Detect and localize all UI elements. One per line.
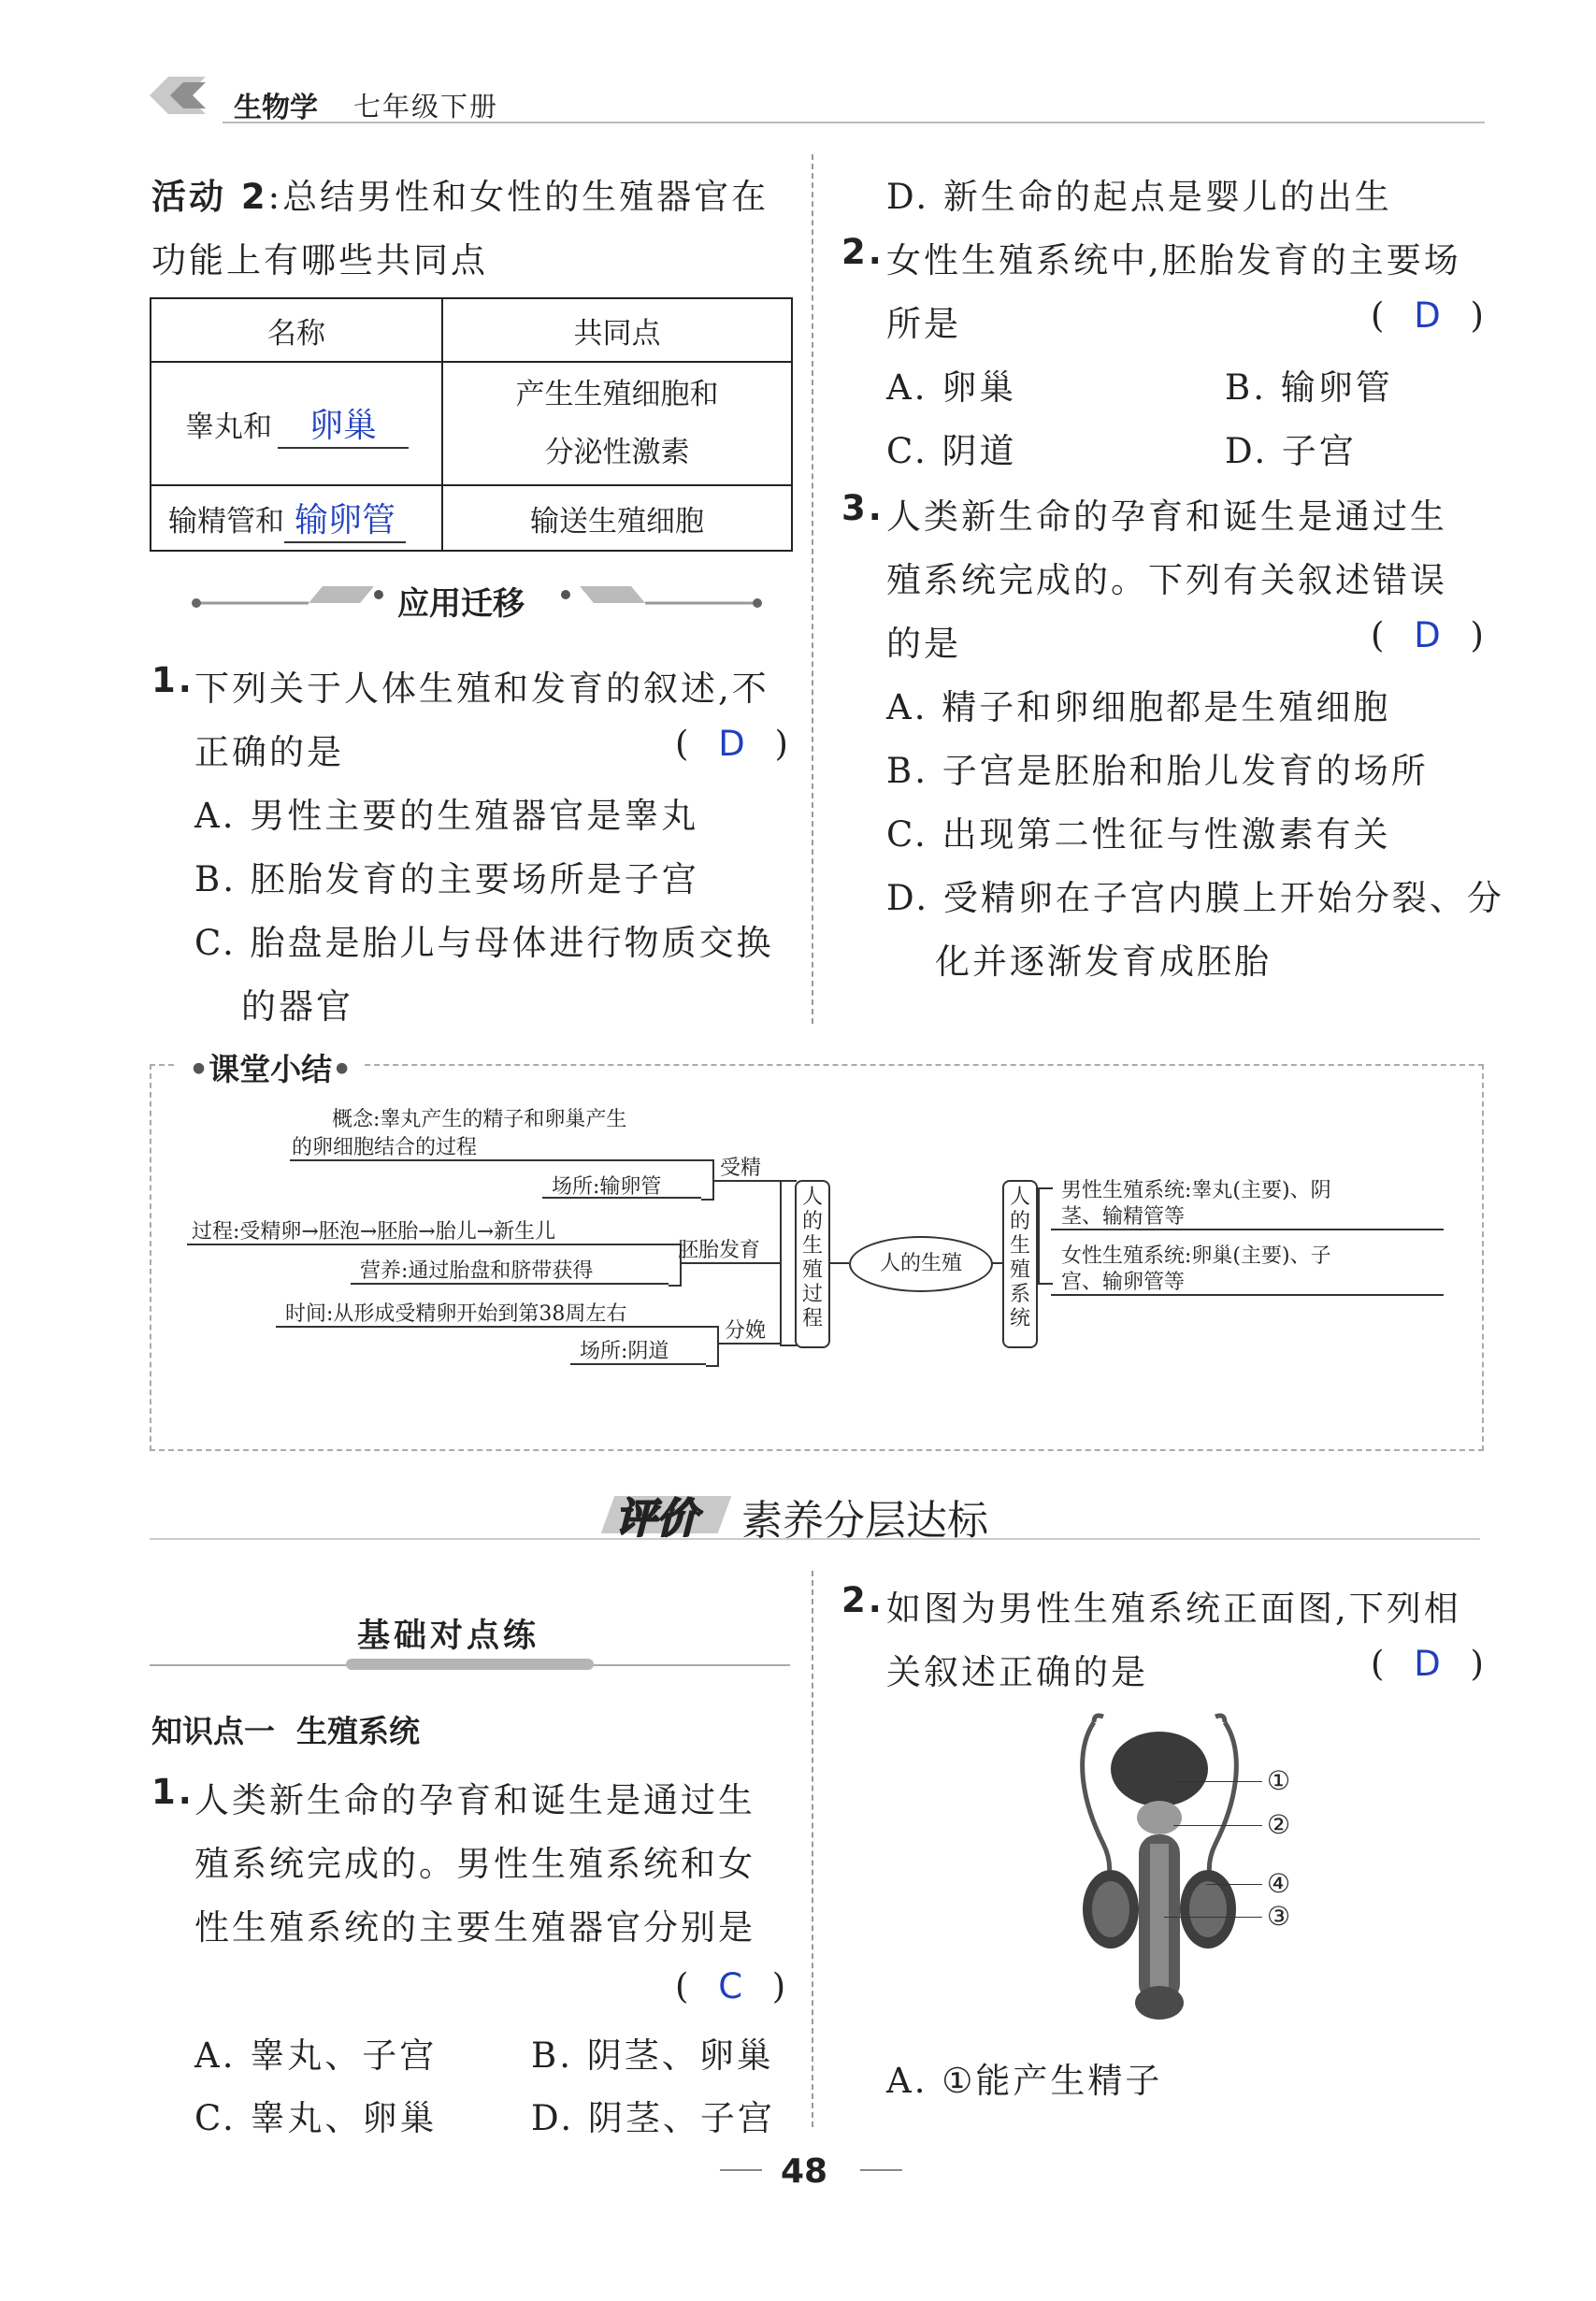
- table-row2-name: 输精管和 输卵管: [151, 485, 442, 551]
- header-rule: [223, 122, 1485, 123]
- apply-q1-option-c-cont: 的器官: [241, 986, 353, 1027]
- q2-option-c: C. 阴道: [886, 431, 1017, 471]
- table-header-name: 名称: [151, 298, 442, 362]
- basic-q2-answer: D: [1414, 1644, 1444, 1684]
- q3-stem2: 殖系统完成的。下列有关叙述错误: [886, 560, 1447, 600]
- mm-develop: 胚胎发育: [678, 1239, 761, 1262]
- male-reproductive-diagram: [1066, 1713, 1281, 2021]
- mm-right-connector: [1038, 1187, 1053, 1285]
- column-divider-bottom: [812, 1571, 813, 2127]
- table-row1-name: 睾丸和 卵巢: [151, 362, 442, 485]
- q2-option-d: D. 子宫: [1225, 431, 1357, 471]
- mm-process: 过程:受精卵→胚泡→胚胎→胎儿→新生儿: [192, 1220, 556, 1244]
- apply-section-title: 应用迁移: [397, 585, 525, 623]
- q3-option-d-cont: 化并逐渐发育成胚胎: [935, 942, 1272, 982]
- apply-q1-option-c: C. 胎盘是胎儿与母体进行物质交换: [194, 923, 774, 963]
- q3-option-c: C. 出现第二性征与性激素有关: [886, 814, 1391, 855]
- basic-title-bar: [346, 1659, 594, 1670]
- q2-option-b: B. 输卵管: [1225, 367, 1393, 408]
- apply-q1-answer-bracket: ( D ): [675, 724, 791, 764]
- mm-concept-line2: 的卵细胞结合的过程: [292, 1136, 478, 1159]
- mm-nutrition: 营养:通过胎盘和脐带获得: [360, 1259, 594, 1283]
- mm-time: 时间:从形成受精卵开始到第38周左右: [285, 1302, 627, 1326]
- table-header-common: 共同点: [442, 298, 792, 362]
- header-grade: 七年级下册: [353, 91, 499, 122]
- header-logo-icon: [150, 77, 215, 114]
- q3-option-a: A. 精子和卵细胞都是生殖细胞: [886, 687, 1391, 727]
- q3-stem1: 人类新生命的孕育和诞生是通过生: [886, 496, 1447, 537]
- basic-q1-stem2: 殖系统完成的。男性生殖系统和女: [194, 1844, 755, 1884]
- diagram-label-2: ②: [1267, 1809, 1291, 1840]
- diagram-label-3: ③: [1267, 1901, 1291, 1932]
- mm-develop-line: [680, 1262, 780, 1264]
- mm-birth-place: 场所:阴道: [580, 1340, 669, 1363]
- mm-birth: 分娩: [725, 1319, 767, 1343]
- activity2-table: [150, 297, 793, 552]
- mm-fert-place-line: [542, 1197, 701, 1199]
- mm-female-underline: [1051, 1294, 1444, 1296]
- basic-q1-answer: C: [718, 1966, 746, 2006]
- basic-q1-option-b: B. 阴茎、卵巢: [531, 2035, 774, 2076]
- q2-option-a: A. 卵巢: [886, 367, 1017, 408]
- eval-banner-rule: [150, 1538, 1480, 1540]
- apply-q1-stem2: 正确的是: [194, 732, 344, 772]
- header-subject: 生物学: [234, 92, 318, 124]
- q3-answer-bracket: ( D ): [1371, 615, 1487, 655]
- activity2-line2: 功能上有哪些共同点: [151, 240, 488, 280]
- mm-female-line1: 女性生殖系统:卵巢(主要)、子: [1061, 1244, 1331, 1268]
- mm-birth-line: [717, 1343, 780, 1345]
- basic-q1-option-a: A. 睾丸、子宫: [194, 2035, 438, 2076]
- apply-q1-option-b: B. 胚胎发育的主要场所是子宫: [194, 859, 699, 899]
- mm-left-box: 人的生殖过程: [795, 1180, 830, 1348]
- q3-option-b: B. 子宫是胚胎和胎儿发育的场所: [886, 751, 1429, 791]
- page-number-left-dash: [720, 2169, 762, 2171]
- page-number: 48: [781, 2152, 828, 2191]
- summary-title: •课堂小结•: [178, 1045, 363, 1089]
- q3-stem3: 的是: [886, 624, 961, 664]
- right-d-option: D. 新生命的起点是婴儿的出生: [886, 177, 1392, 217]
- apply-q1-option-a: A. 男性主要的生殖器官是睾丸: [194, 796, 699, 836]
- mm-nutrition-line: [351, 1283, 669, 1285]
- apply-q1-num: 1.: [151, 660, 194, 700]
- basic-q2-stem2: 关叙述正确的是: [886, 1652, 1148, 1692]
- mm-female-line2: 宫、输卵管等: [1061, 1271, 1186, 1294]
- basic-q2-answer-bracket: ( D ): [1371, 1644, 1487, 1684]
- column-divider-top: [812, 154, 813, 1024]
- mm-birth-bracket: [706, 1326, 719, 1367]
- mm-center-link-left: [828, 1262, 849, 1264]
- mm-male-underline: [1051, 1229, 1444, 1230]
- basic-q1-stem3: 性生殖系统的主要生殖器官分别是: [194, 1907, 755, 1948]
- mm-fert: 受精: [720, 1157, 762, 1180]
- mm-male-line2: 茎、输精管等: [1061, 1205, 1186, 1229]
- mm-center-oval: [849, 1236, 993, 1292]
- basic-q2-stem1: 如图为男性生殖系统正面图,下列相: [886, 1589, 1461, 1629]
- basic-q1-answer-bracket: ( C ): [675, 1966, 789, 2006]
- mm-center: 人的生殖: [879, 1252, 962, 1275]
- basic-q1-stem1: 人类新生命的孕育和诞生是通过生: [194, 1780, 755, 1820]
- q2-answer-bracket: ( D ): [1371, 295, 1487, 336]
- basic-q1-num: 1.: [151, 1772, 194, 1812]
- activity2-line1: 活动 2:总结男性和女性的生殖器官在: [151, 177, 769, 217]
- basic-q2-option-a: A. ①能产生精子: [886, 2061, 1163, 2101]
- diagram-label-1: ①: [1267, 1765, 1291, 1796]
- diagram-label-4: ④: [1267, 1868, 1291, 1899]
- mm-process-line: [187, 1244, 669, 1245]
- q2-answer: D: [1414, 295, 1444, 336]
- q2-stem1: 女性生殖系统中,胚胎发育的主要场: [886, 240, 1461, 280]
- mm-birth-place-line: [570, 1363, 706, 1365]
- mm-time-line: [276, 1326, 706, 1328]
- activity2-label: 活动 2: [151, 177, 268, 217]
- apply-q1-stem1: 下列关于人体生殖和发育的叙述,不: [194, 669, 769, 709]
- q3-option-d: D. 受精卵在子宫内膜上开始分裂、分: [886, 878, 1504, 918]
- mm-fert-place: 场所:输卵管: [552, 1175, 662, 1199]
- diagram-pointer-1: [1173, 1781, 1262, 1782]
- q3-answer: D: [1414, 615, 1444, 655]
- table-row1-answer: 卵巢: [278, 399, 409, 449]
- basic-q2-num: 2.: [841, 1580, 884, 1620]
- diagram-pointer-3: [1164, 1917, 1262, 1918]
- mm-fert-line: [712, 1180, 780, 1182]
- mm-concept-underline: [290, 1159, 701, 1161]
- table-row2-answer: 输卵管: [284, 494, 406, 543]
- diagram-pointer-4: [1206, 1884, 1262, 1885]
- table-row1-common: 产生生殖细胞和 分泌性激素: [442, 362, 792, 485]
- basic-q1-option-d: D. 阴茎、子宫: [531, 2098, 775, 2138]
- diagram-pointer-2: [1173, 1825, 1262, 1826]
- eval-banner-title: 素养分层达标: [741, 1497, 988, 1545]
- table-row2-common: 输送生殖细胞: [442, 485, 792, 551]
- basic-q1-option-c: C. 睾丸、卵巢: [194, 2098, 438, 2138]
- page-number-right-dash: [860, 2169, 902, 2171]
- q2-stem2: 所是: [886, 304, 961, 344]
- mm-male-line1: 男性生殖系统:睾丸(主要)、阴: [1061, 1179, 1331, 1202]
- basic-title: 基础对点练: [357, 1618, 540, 1655]
- mm-concept-line1: 概念:睾丸产生的精子和卵巢产生: [332, 1108, 627, 1131]
- apply-q1-answer: D: [718, 724, 748, 764]
- eval-banner-tag: 评价: [615, 1495, 697, 1543]
- q3-num: 3.: [841, 488, 884, 528]
- basic-kp: 知识点一 生殖系统: [151, 1713, 420, 1749]
- q2-num: 2.: [841, 232, 884, 272]
- mm-right-box: 人的生殖系统: [1002, 1180, 1038, 1348]
